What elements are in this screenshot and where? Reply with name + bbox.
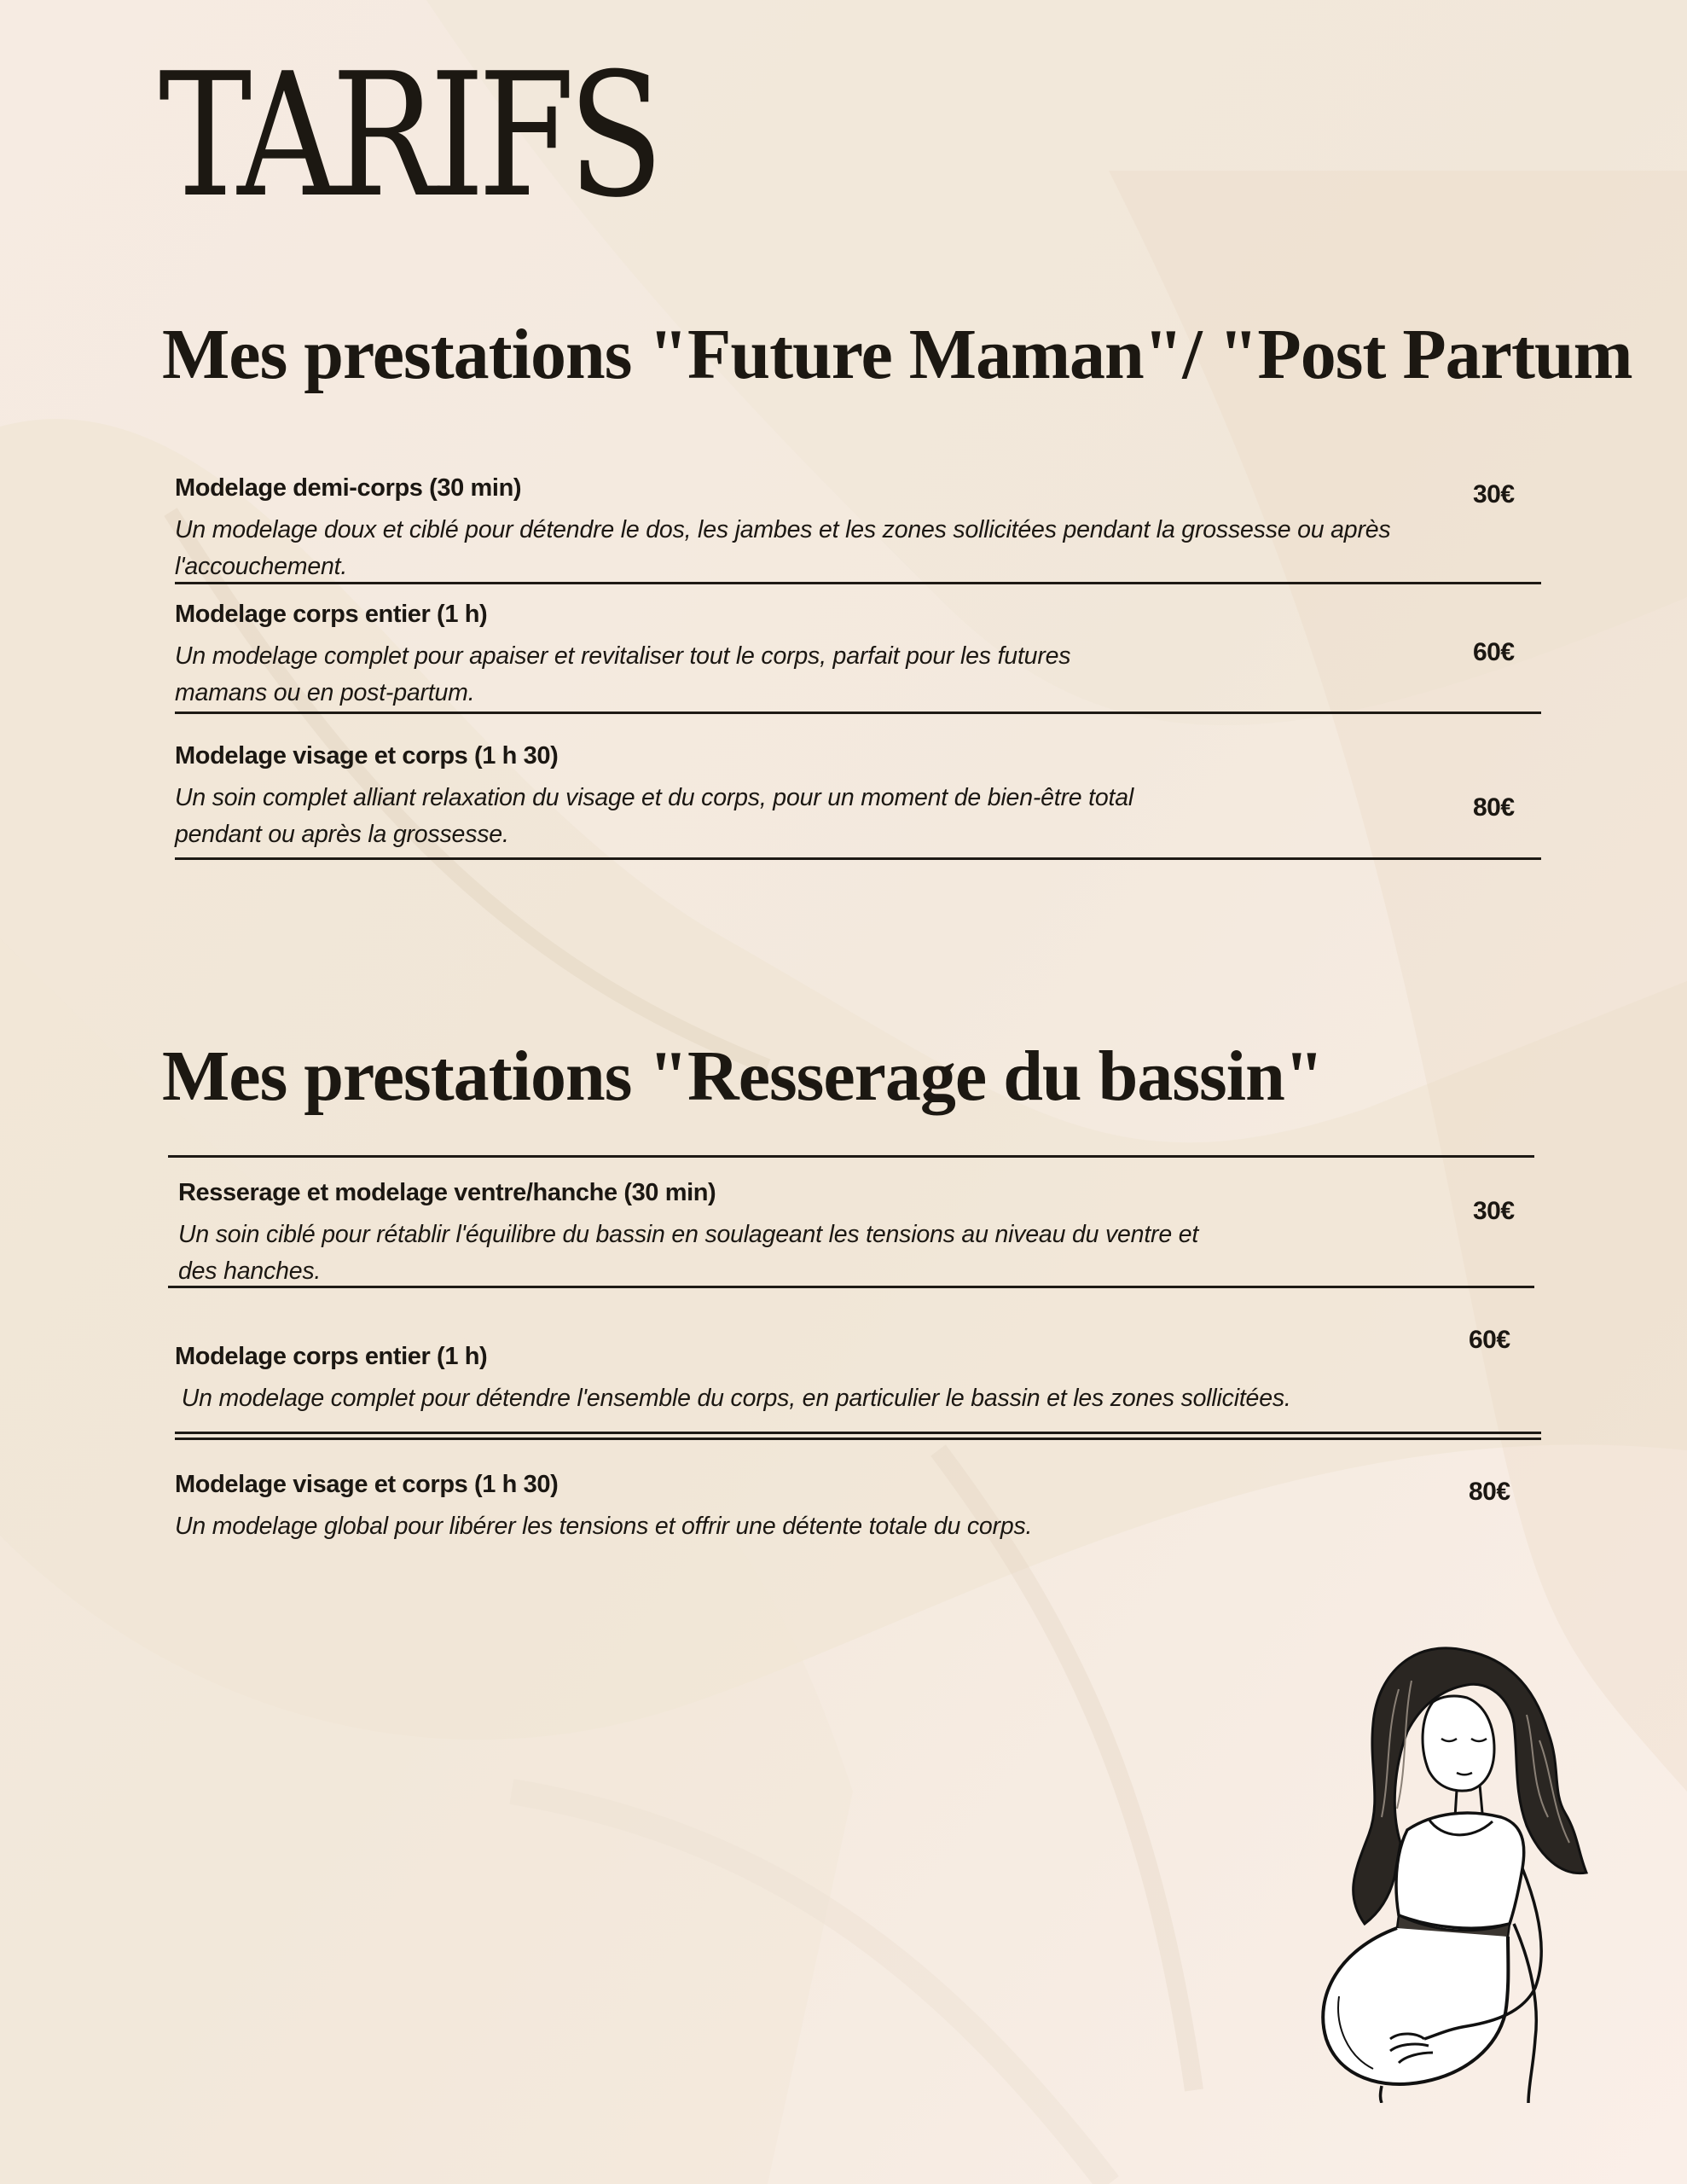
page-title: TARIFS — [159, 37, 658, 235]
service-price: 80€ — [1473, 793, 1515, 822]
service-price: 30€ — [1473, 1197, 1515, 1225]
service-price: 80€ — [1469, 1478, 1510, 1506]
service-description: Un modelage complet pour apaiser et revitaliser tout le corps, parfait pour les futures mamans ou en post-partum. — [175, 642, 1071, 706]
divider — [168, 1155, 1534, 1158]
service-name: Modelage visage et corps (1 h 30) — [175, 1471, 559, 1498]
section-heading-resserage-bassin: Mes prestations "Resserage du bassin" — [162, 1037, 1324, 1116]
service-price: 60€ — [1469, 1326, 1510, 1354]
divider — [175, 857, 1541, 860]
divider — [168, 1286, 1534, 1288]
divider — [175, 582, 1541, 584]
service-name: Modelage corps entier (1 h) — [175, 1343, 488, 1370]
service-price: 60€ — [1473, 638, 1515, 666]
service-description: Un modelage doux et ciblé pour détendre le dos, les jambes et les zones sollicitées pendant la grossesse ou après l'accouchement. — [175, 516, 1391, 580]
service-description: Un modelage global pour libérer les tensions et offrir une détente totale du corps. — [175, 1513, 1033, 1540]
service-price: 30€ — [1473, 480, 1515, 508]
section-heading-future-maman: Mes prestations "Future Maman"/ "Post Partum — [162, 315, 1632, 394]
divider — [175, 1432, 1541, 1434]
service-description: Un soin complet alliant relaxation du visage et du corps, pour un moment de bien-être total pendant ou après la grossesse. — [175, 784, 1134, 848]
service-name: Modelage demi-corps (30 min) — [175, 474, 522, 502]
divider — [175, 1438, 1541, 1440]
service-description: Un modelage complet pour détendre l'ensemble du corps, en particulier le bassin et les zones sollicitées. — [175, 1385, 1291, 1412]
service-name: Modelage corps entier (1 h) — [175, 601, 488, 628]
pregnant-woman-illustration — [1305, 1638, 1595, 2103]
service-name: Resserage et modelage ventre/hanche (30 min) — [178, 1179, 716, 1206]
service-description: Un soin ciblé pour rétablir l'équilibre du bassin en soulageant les tensions au niveau du ventre et des hanches. — [178, 1221, 1199, 1285]
divider — [175, 712, 1541, 714]
service-name: Modelage visage et corps (1 h 30) — [175, 742, 559, 770]
